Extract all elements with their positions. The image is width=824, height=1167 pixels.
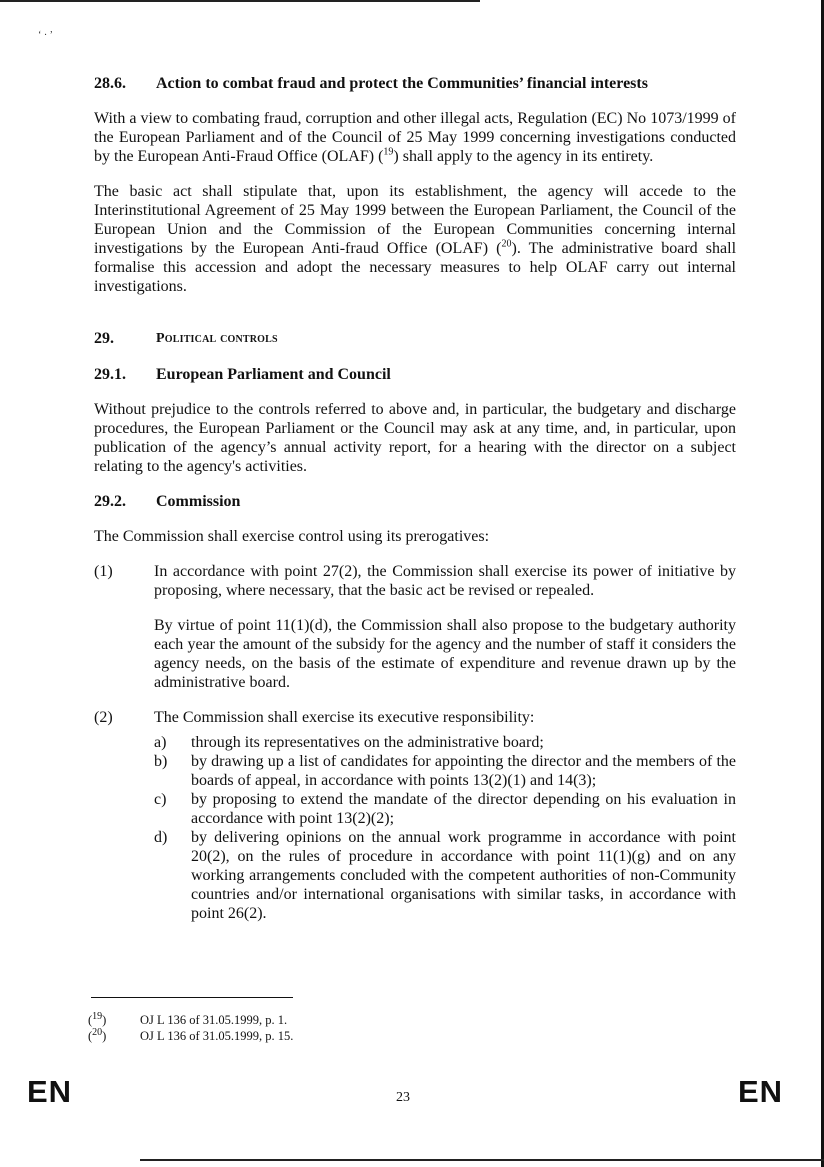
list-item-label: (2) [94, 709, 113, 726]
page-number: 23 [396, 1090, 410, 1105]
section-heading-29 [94, 329, 736, 348]
list-item-text: In accordance with point 27(2), the Commission shall exercise its power of initiative by proposing, where necessary, that the basic act be revised or repealed. [154, 563, 736, 599]
section-heading-29-1 [94, 365, 736, 384]
scan-speck: ‘ · ’ [38, 30, 53, 41]
list-item-text: The Commission shall exercise its executive responsibility: [154, 709, 535, 726]
footnote-separator [91, 997, 293, 998]
footnote-20: ($^{20}$) OJ L 136 of 31.05.1999, p. 15. [88, 1026, 294, 1043]
list-item-2 [94, 708, 736, 923]
footnote-19: ($^{19}$) OJ L 136 of 31.05.1999, p. 1. [88, 1010, 288, 1027]
section-title: Commission [156, 493, 241, 510]
section-number: 29.1. [94, 366, 126, 383]
section-number: 28.6. [94, 75, 126, 92]
footnote-ref: 20 [501, 238, 512, 250]
paragraph-interinstitutional-agreement: The basic act shall stipulate that, upon its establishment, the agency will accede to the Interinstitutional Agreement of 25 May 1999 between the European Parliament, the Council of the European Union and the Commission of the European Communities concerning internal investigations by the European Anti-fraud Office (OLAF) ($^{20}$). The administrative board shall formalise this accession and adopt the necessary measures to help OLAF carry out internal investigations. [94, 183, 737, 295]
paragraph-parliament-hearing: Without prejudice to the controls referred to above and, in particular, the budgetary and discharge procedures, the European Parliament or the Council may ask at any time, and, in particular, upon publication of the agency’s annual activity report, for a hearing with the director on a subject relating to the agency's activities. [94, 401, 736, 475]
list-item-text-continued: By virtue of point 11(1)(d), the Commission shall also propose to the budgetary authority each year the amount of the subsidy for the agency and the number of staff it considers the agency needs, on the basis of the estimate of expenditure and revenue drawn up by the administrative board. [154, 617, 736, 691]
section-heading-28-6 [94, 74, 736, 93]
sub-item-a: a) through its representatives on the administrative board; [154, 734, 544, 751]
scan-edge-top [0, 0, 480, 2]
document-body [94, 74, 736, 923]
sub-item-c: c) by proposing to extend the mandate of the director depending on his evaluation in accordance with point 13(2)(2); [154, 791, 736, 827]
section-number: 29. [94, 330, 114, 347]
section-number: 29.2. [94, 493, 126, 510]
list-item-1 [94, 562, 736, 692]
sub-item-d: d) by delivering opinions on the annual work programme in accordance with point 20(2), on the rules of procedure in accordance with point 11(1)(g) and on any working arrangements concluded with the competent authorities of non-Community countries and/or international organisations with similar tasks, in accordance with point 26(2). [154, 829, 736, 922]
language-code-right: EN [738, 1074, 784, 1109]
scan-edge-bottom [140, 1159, 824, 1161]
section-title: Political controls [156, 331, 278, 346]
section-heading-29-2 [94, 492, 736, 511]
language-code-left: EN [27, 1074, 73, 1109]
paragraph-olaf-regulation: With a view to combating fraud, corruption and other illegal acts, Regulation (EC) No 1073/1999 of the European Parliament and of the Council of 25 May 1999 concerning investigations conducted by the European Anti-Fraud Office (OLAF) ($^{19}$) shall apply to the agency in its entirety. [94, 110, 736, 165]
section-title: Action to combat fraud and protect the Communities’ financial interests [156, 75, 648, 92]
footnotes [88, 1012, 293, 1044]
section-title: European Parliament and Council [156, 366, 391, 383]
footnote-ref: 19 [383, 146, 394, 158]
sub-item-b: b) by drawing up a list of candidates for appointing the director and the members of the boards of appeal, in accordance with points 13(2)(1) and 14(3); [154, 753, 736, 789]
paragraph-commission-intro: The Commission shall exercise control using its prerogatives: [94, 528, 490, 545]
list-item-label: (1) [94, 563, 113, 580]
